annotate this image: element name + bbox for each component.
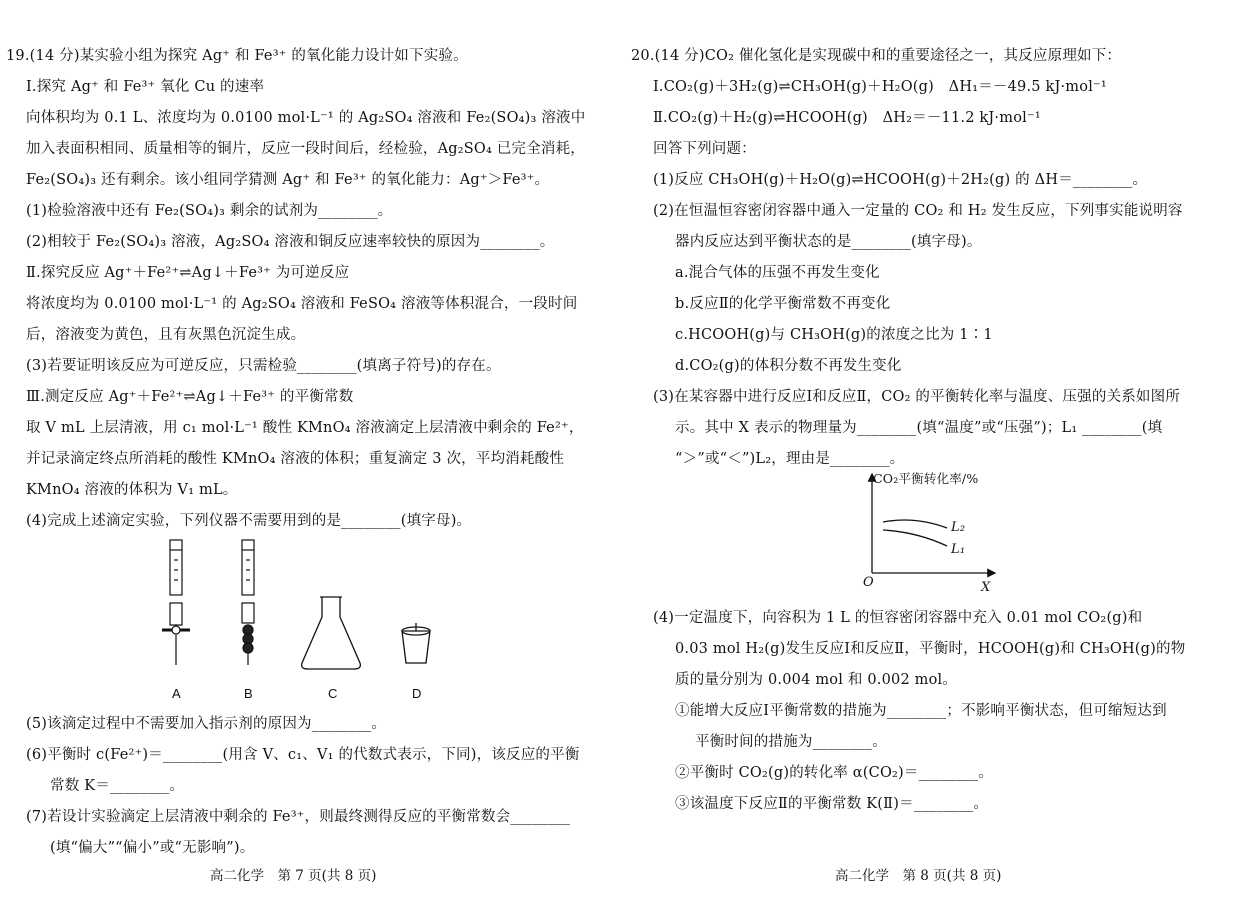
- q19-part1-title: Ⅰ.探究 Ag⁺ 和 Fe³⁺ 氧化 Cu 的速率: [26, 79, 265, 95]
- q19-text: 向体积均为 0.1 L、浓度均为 0.0100 mol·L⁻¹ 的 Ag₂SO₄ 溶液和 Fe₂(SO₄)₃ 溶液中: [26, 110, 586, 126]
- q20-text: 0.03 mol H₂(g)发生反应Ⅰ和反应Ⅱ，平衡时，HCOOH(g)和 CH₃OH(g)的物: [675, 641, 1186, 657]
- graph-x-axis-label: X: [981, 580, 991, 595]
- q19-sub-2: (2)相较于 Fe₂(SO₄)₃ 溶液，Ag₂SO₄ 溶液和铜反应速率较快的原因为________。: [26, 234, 555, 250]
- conical-flask-icon: [302, 597, 361, 669]
- apparatus-figure: [150, 535, 440, 680]
- q19-text: Fe₂(SO₄)₃ 还有剩余。该小组同学猜测 Ag⁺ 和 Fe³⁺ 的氧化能力：Ag⁺＞Fe³⁺。: [26, 172, 550, 188]
- beaker-icon: [402, 623, 430, 663]
- q20-sub-4-2: ②平衡时 CO₂(g)的转化率 α(CO₂)＝________。: [675, 765, 993, 781]
- q20-text: 平衡时间的措施为________。: [695, 734, 887, 750]
- q19-part2-title: Ⅱ.探究反应 Ag⁺＋Fe²⁺⇌Ag↓＋Fe³⁺ 为可逆反应: [26, 265, 350, 281]
- graph-y-axis-label: CO₂平衡转化率/%: [873, 471, 979, 486]
- right-page-footer: 高二化学 第 8 页(共 8 页): [835, 868, 1002, 884]
- q19-text: 取 V mL 上层清液，用 c₁ mol·L⁻¹ 酸性 KMnO₄ 溶液滴定上层清液中剩余的 Fe²⁺，: [26, 420, 584, 436]
- q20-option-a: a.混合气体的压强不再发生变化: [675, 265, 880, 281]
- curve-l1: [883, 530, 947, 546]
- q19-text: (填“偏大”“偏小”或“无影响”)。: [50, 840, 255, 856]
- q19-text: KMnO₄ 溶液的体积为 V₁ mL。: [26, 482, 238, 498]
- q20-option-c: c.HCOOH(g)与 CH₃OH(g)的浓度之比为 1∶1: [675, 327, 993, 343]
- acid-burette-icon: [162, 540, 190, 665]
- q19-text: 后，溶液变为黄色，且有灰黑色沉淀生成。: [26, 327, 306, 343]
- q20-option-d: d.CO₂(g)的体积分数不再发生变化: [675, 358, 902, 374]
- apparatus-label-b: B: [244, 686, 253, 701]
- q20-sub-3: (3)在某容器中进行反应Ⅰ和反应Ⅱ，CO₂ 的平衡转化率与温度、压强的关系如图所: [653, 389, 1181, 405]
- q19-sub-3: (3)若要证明该反应为可逆反应，只需检验________(填离子符号)的存在。: [26, 358, 501, 374]
- q19-sub-4: (4)完成上述滴定实验，下列仪器不需要用到的是________(填字母)。: [26, 513, 472, 529]
- apparatus-label-a: A: [172, 686, 181, 701]
- q20-text: 示。其中 X 表示的物理量为________(填“温度”或“压强”)；L₁ ________(填: [675, 420, 1163, 436]
- q19-part3-title: Ⅲ.测定反应 Ag⁺＋Fe²⁺⇌Ag↓＋Fe³⁺ 的平衡常数: [26, 389, 354, 405]
- q19-stem: 19.(14 分)某实验小组为探究 Ag⁺ 和 Fe³⁺ 的氧化能力设计如下实验。: [6, 48, 468, 64]
- q19-text: 将浓度均为 0.0100 mol·L⁻¹ 的 Ag₂SO₄ 溶液和 FeSO₄ 溶液等体积混合，一段时间: [26, 296, 578, 312]
- left-page-footer: 高二化学 第 7 页(共 8 页): [210, 868, 377, 884]
- graph-origin-label: O: [863, 575, 874, 590]
- q19-text: 并记录滴定终点所消耗的酸性 KMnO₄ 溶液的体积；重复滴定 3 次，平均消耗酸性: [26, 451, 565, 467]
- q20-text: 器内反应达到平衡状态的是________(填字母)。: [675, 234, 982, 250]
- q20-sub-4-1: ①能增大反应Ⅰ平衡常数的措施为________；不影响平衡状态，但可缩短达到: [675, 703, 1167, 719]
- apparatus-label-c: C: [328, 686, 338, 701]
- q19-sub-1: (1)检验溶液中还有 Fe₂(SO₄)₃ 剩余的试剂为________。: [26, 203, 393, 219]
- q20-stem: 20.(14 分)CO₂ 催化氢化是实现碳中和的重要途径之一，其反应原理如下：: [631, 48, 1122, 64]
- q19-text: 常数 K＝________。: [50, 778, 185, 794]
- curve-l2: [883, 520, 947, 528]
- conversion-graph: [855, 470, 1015, 595]
- base-burette-icon: [242, 540, 254, 665]
- q20-sub-1: (1)反应 CH₃OH(g)＋H₂O(g)⇌HCOOH(g)＋2H₂(g) 的 ΔH＝________。: [653, 172, 1148, 188]
- q19-sub-6: (6)平衡时 c(Fe²⁺)＝________(用含 V、c₁、V₁ 的代数式表示，下同)，该反应的平衡: [26, 747, 580, 763]
- left-page: [0, 0, 600, 900]
- q20-reaction-1: Ⅰ.CO₂(g)＋3H₂(g)⇌CH₃OH(g)＋H₂O(g) ΔH₁＝－49.5 kJ·mol⁻¹: [653, 79, 1107, 95]
- q20-text: 回答下列问题：: [653, 141, 756, 157]
- q20-option-b: b.反应Ⅱ的化学平衡常数不再变化: [675, 296, 891, 312]
- q19-text: 加入表面积相同、质量相等的铜片，反应一段时间后，经检验，Ag₂SO₄ 已完全消耗，: [26, 141, 586, 157]
- apparatus-label-d: D: [412, 686, 422, 701]
- right-page: [625, 0, 1250, 900]
- q19-sub-5: (5)该滴定过程中不需要加入指示剂的原因为________。: [26, 716, 387, 732]
- q20-sub-2: (2)在恒温恒容密闭容器中通入一定量的 CO₂ 和 H₂ 发生反应，下列事实能说明容: [653, 203, 1183, 219]
- q20-text: “＞”或“＜”)L₂，理由是________。: [675, 451, 905, 467]
- curve-l2-label: L₂: [951, 520, 966, 535]
- curve-l1-label: L₁: [951, 542, 966, 557]
- q20-sub-4: (4)一定温度下，向容积为 1 L 的恒容密闭容器中充入 0.01 mol CO₂(g)和: [653, 610, 1143, 626]
- q19-sub-7: (7)若设计实验滴定上层清液中剩余的 Fe³⁺，则最终测得反应的平衡常数会________: [26, 809, 570, 825]
- q20-reaction-2: Ⅱ.CO₂(g)＋H₂(g)⇌HCOOH(g) ΔH₂＝－11.2 kJ·mol⁻¹: [653, 110, 1041, 126]
- q20-text: 质的量分别为 0.004 mol 和 0.002 mol。: [675, 672, 958, 688]
- q20-sub-4-3: ③该温度下反应Ⅱ的平衡常数 K(Ⅱ)＝________。: [675, 796, 989, 812]
